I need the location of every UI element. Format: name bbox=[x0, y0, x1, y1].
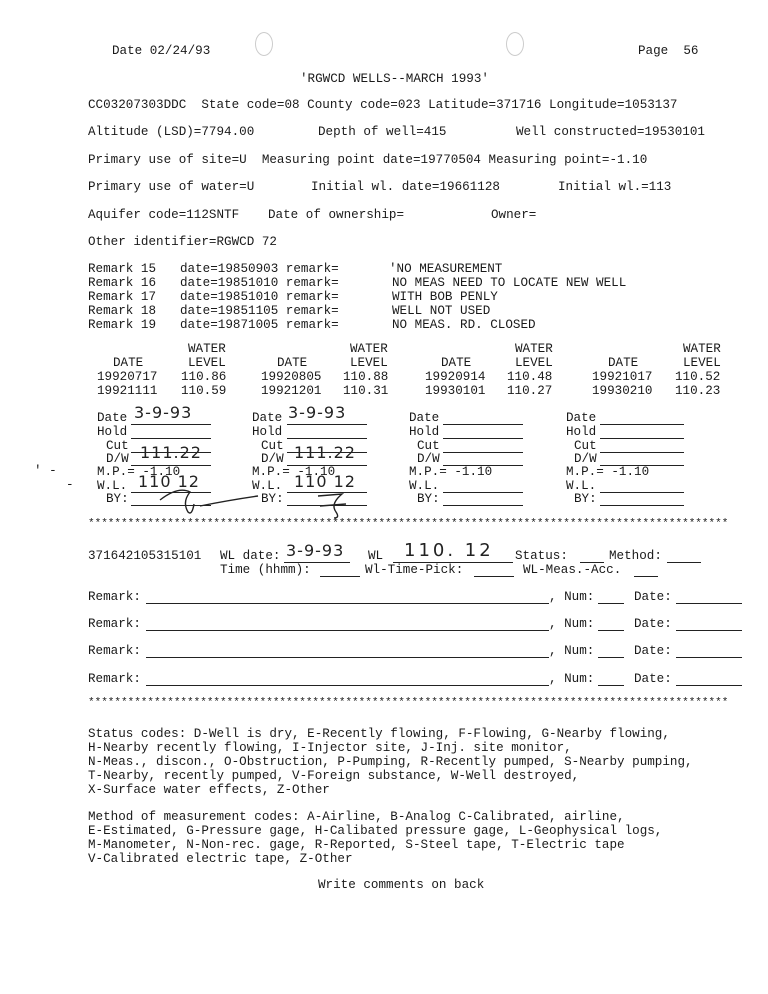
col-header-water: WATER bbox=[188, 342, 226, 356]
remark-line-field[interactable] bbox=[146, 657, 549, 658]
remark-label: Remark 16 bbox=[88, 276, 157, 290]
entry-hold-field[interactable] bbox=[131, 438, 211, 439]
entry-mp-label: M.P.= -1.10 bbox=[97, 465, 181, 479]
entry-cut-field[interactable] bbox=[443, 452, 523, 453]
margin-tick: ' - bbox=[34, 464, 57, 478]
separator-stars: ************************************************************************************************* bbox=[88, 697, 729, 709]
method-codes-line: Method of measurement codes: A-Airline, B-Analog C-Calibrated, airline, bbox=[88, 810, 625, 824]
remark-line-field[interactable] bbox=[146, 685, 549, 686]
status-codes-line: N-Meas., discon., O-Obstruction, P-Pumping, R-Recently pumped, S-Nearby pumping, bbox=[88, 755, 693, 769]
entry-wl-handwritten: 110 12 bbox=[138, 472, 200, 491]
remark-text: NO MEAS NEED TO LOCATE NEW WELL bbox=[392, 276, 627, 290]
table-cell-level: 110.59 bbox=[181, 384, 227, 398]
table-cell-level: 110.86 bbox=[181, 370, 227, 384]
entry-date-label: Date bbox=[252, 411, 283, 425]
remark-date-field[interactable] bbox=[676, 685, 742, 686]
entry-wl-field[interactable] bbox=[443, 492, 523, 493]
remark-date: date=19851010 remark= bbox=[180, 276, 339, 290]
punch-hole-mark bbox=[506, 32, 524, 56]
owner: Owner= bbox=[491, 208, 537, 222]
remark-num-field[interactable] bbox=[598, 603, 624, 604]
remark-num-field[interactable] bbox=[598, 685, 624, 686]
remark-date-label: Date: bbox=[634, 590, 672, 604]
entry-dw-label: D/W bbox=[261, 452, 284, 466]
primary-use-water: Primary use of water=U bbox=[88, 180, 255, 194]
remark-num-label: , Num: bbox=[549, 617, 595, 631]
report-date: Date 02/24/93 bbox=[112, 44, 211, 58]
table-cell-level: 110.52 bbox=[675, 370, 721, 384]
remark-label: Remark 19 bbox=[88, 318, 157, 332]
table-cell-level: 110.48 bbox=[507, 370, 553, 384]
entry-by-label: BY: bbox=[261, 492, 284, 506]
entry-wl-label: W.L. bbox=[409, 479, 440, 493]
initial-wl-date: Initial wl. date=19661128 bbox=[311, 180, 500, 194]
col-header-water: WATER bbox=[350, 342, 388, 356]
remark-date-field[interactable] bbox=[676, 630, 742, 631]
signature-initials-2 bbox=[300, 488, 380, 520]
entry-date-handwritten: 3-9-93 bbox=[288, 403, 347, 422]
remark-date-field[interactable] bbox=[676, 603, 742, 604]
col-header-date: DATE bbox=[113, 356, 144, 370]
table-cell-date: 19920805 bbox=[261, 370, 322, 384]
entry-mp-label: M.P.= -1.10 bbox=[409, 465, 493, 479]
entry-date-field[interactable] bbox=[287, 424, 367, 425]
time-field[interactable] bbox=[320, 576, 360, 577]
entry-dw-label: D/W bbox=[574, 452, 597, 466]
punch-hole-mark bbox=[255, 32, 273, 56]
remark-date: date=19871005 remark= bbox=[180, 318, 339, 332]
initial-wl: Initial wl.=113 bbox=[558, 180, 672, 194]
method-codes-line: V-Calibrated electric tape, Z-Other bbox=[88, 852, 353, 866]
entry-date-field[interactable] bbox=[443, 424, 523, 425]
entry-hold-field[interactable] bbox=[600, 438, 684, 439]
col-header-date: DATE bbox=[608, 356, 639, 370]
remark-num-field[interactable] bbox=[598, 630, 624, 631]
entry-hold-label: Hold bbox=[252, 425, 283, 439]
entry-hold-field[interactable] bbox=[287, 438, 367, 439]
table-cell-date: 19921017 bbox=[592, 370, 653, 384]
table-cell-level: 110.31 bbox=[343, 384, 389, 398]
entry-by-label: BY: bbox=[574, 492, 597, 506]
entry-hold-label: Hold bbox=[409, 425, 440, 439]
remark-label: Remark 15 bbox=[88, 262, 157, 276]
wl-label: WL bbox=[368, 549, 384, 563]
method-codes-line: E-Estimated, G-Pressure gage, H-Calibated pressure gage, L-Geophysical logs, bbox=[88, 824, 663, 838]
entry-cut-label: Cut bbox=[261, 439, 284, 453]
entry-dw-handwritten: 111.22 bbox=[140, 443, 202, 462]
remark-text: WITH BOB PENLY bbox=[392, 290, 498, 304]
remark-date: date=19850903 remark= bbox=[180, 262, 339, 276]
entry-wl-label: W.L. bbox=[252, 479, 283, 493]
remark-date-label: Date: bbox=[634, 672, 672, 686]
status-label: Status: bbox=[515, 549, 568, 563]
entry-date-handwritten: 3-9-93 bbox=[134, 403, 193, 422]
remark-date-label: Date: bbox=[634, 644, 672, 658]
acc-label: WL-Meas.-Acc. bbox=[523, 563, 622, 577]
col-header-level: LEVEL bbox=[515, 356, 553, 370]
col-header-date: DATE bbox=[277, 356, 308, 370]
remark-text: WELL NOT USED bbox=[392, 304, 491, 318]
table-cell-date: 19921201 bbox=[261, 384, 322, 398]
method-codes-line: M-Manometer, N-Non-rec. gage, R-Reported, S-Steel tape, T-Electric tape bbox=[88, 838, 625, 852]
col-header-water: WATER bbox=[515, 342, 553, 356]
wl-date-label: WL date: bbox=[220, 549, 281, 563]
remark-num-label: , Num: bbox=[549, 644, 595, 658]
entry-by-label: BY: bbox=[417, 492, 440, 506]
well-depth: Depth of well=415 bbox=[318, 125, 447, 139]
remark-line-label: Remark: bbox=[88, 672, 141, 686]
remark-line-label: Remark: bbox=[88, 590, 141, 604]
aquifer-code: Aquifer code=112SNTF bbox=[88, 208, 240, 222]
entry-by-field[interactable] bbox=[443, 505, 523, 506]
col-header-level: LEVEL bbox=[188, 356, 226, 370]
status-codes-line: T-Nearby, recently pumped, V-Foreign substance, W-Well destroyed, bbox=[88, 769, 580, 783]
altitude: Altitude (LSD)=7794.00 bbox=[88, 125, 255, 139]
entry-hold-field[interactable] bbox=[443, 438, 523, 439]
remark-num-label: , Num: bbox=[549, 590, 595, 604]
page-number: Page 56 bbox=[638, 44, 699, 58]
col-header-date: DATE bbox=[441, 356, 472, 370]
remark-date: date=19851010 remark= bbox=[180, 290, 339, 304]
entry-wl-field[interactable] bbox=[600, 492, 684, 493]
status-codes-line: H-Nearby recently flowing, I-Injector site, J-Inj. site monitor, bbox=[88, 741, 572, 755]
footer-note: Write comments on back bbox=[318, 878, 485, 892]
well-constructed: Well constructed=19530101 bbox=[516, 125, 705, 139]
remark-label: Remark 17 bbox=[88, 290, 157, 304]
entry-wl-label: W.L. bbox=[97, 479, 128, 493]
col-header-level: LEVEL bbox=[683, 356, 721, 370]
acc-field[interactable] bbox=[634, 576, 658, 577]
entry-dw-label: D/W bbox=[106, 452, 129, 466]
table-cell-level: 110.23 bbox=[675, 384, 721, 398]
entry-cut-label: Cut bbox=[417, 439, 440, 453]
method-field[interactable] bbox=[667, 562, 701, 563]
entry-date-field[interactable] bbox=[600, 424, 684, 425]
entry-cut-label: Cut bbox=[574, 439, 597, 453]
remark-date-field[interactable] bbox=[676, 657, 742, 658]
entry-dw-label: D/W bbox=[417, 452, 440, 466]
report-title: 'RGWCD WELLS--MARCH 1993' bbox=[300, 72, 489, 86]
remark-line-field[interactable] bbox=[146, 630, 549, 631]
pick-field[interactable] bbox=[474, 576, 514, 577]
entry-dw-handwritten: 111.22 bbox=[294, 443, 356, 462]
remark-num-label: , Num: bbox=[549, 672, 595, 686]
entry-by-field[interactable] bbox=[600, 505, 684, 506]
table-cell-date: 19920914 bbox=[425, 370, 486, 384]
signature-initials-1 bbox=[130, 480, 260, 520]
pick-label: Wl-Time-Pick: bbox=[365, 563, 464, 577]
table-cell-date: 19930101 bbox=[425, 384, 486, 398]
table-cell-level: 110.27 bbox=[507, 384, 553, 398]
entry-by-label: BY: bbox=[106, 492, 129, 506]
entry-hold-label: Hold bbox=[566, 425, 597, 439]
col-header-level: LEVEL bbox=[350, 356, 388, 370]
entry-wl-label: W.L. bbox=[566, 479, 597, 493]
entry-date-label: Date bbox=[566, 411, 597, 425]
time-label: Time (hhmm): bbox=[220, 563, 311, 577]
remark-label: Remark 18 bbox=[88, 304, 157, 318]
entry-date-label: Date bbox=[97, 411, 128, 425]
remark-line-field[interactable] bbox=[146, 603, 549, 604]
primary-use-site-line: Primary use of site=U Measuring point date=19770504 Measuring point=-1.10 bbox=[88, 153, 648, 167]
wl-value-handwritten: 110. 12 bbox=[404, 540, 494, 561]
col-header-water: WATER bbox=[683, 342, 721, 356]
entry-wl-handwritten: 110 12 bbox=[294, 472, 356, 491]
status-codes-line: X-Surface water effects, Z-Other bbox=[88, 783, 330, 797]
wl-date-handwritten: 3-9-93 bbox=[286, 541, 345, 560]
remark-line-label: Remark: bbox=[88, 644, 141, 658]
entry-hold-label: Hold bbox=[97, 425, 128, 439]
margin-tick: - bbox=[66, 478, 74, 492]
remark-num-field[interactable] bbox=[598, 657, 624, 658]
measurement-site-id: 371642105315101 bbox=[88, 549, 202, 563]
method-label: Method: bbox=[609, 549, 662, 563]
entry-date-field[interactable] bbox=[131, 424, 211, 425]
table-cell-date: 19921111 bbox=[97, 384, 158, 398]
remark-date: date=19851105 remark= bbox=[180, 304, 339, 318]
entry-mp-label: M.P.= -1.10 bbox=[252, 465, 336, 479]
other-identifier: Other identifier=RGWCD 72 bbox=[88, 235, 277, 249]
status-codes-line: Status codes: D-Well is dry, E-Recently flowing, F-Flowing, G-Nearby flowing, bbox=[88, 727, 670, 741]
entry-mp-label: M.P.= -1.10 bbox=[566, 465, 650, 479]
separator-stars: ************************************************************************************************* bbox=[88, 518, 729, 530]
table-cell-date: 19920717 bbox=[97, 370, 158, 384]
remark-text: NO MEAS. RD. CLOSED bbox=[392, 318, 536, 332]
remark-date-label: Date: bbox=[634, 617, 672, 631]
entry-cut-field[interactable] bbox=[600, 452, 684, 453]
remark-text: 'NO MEASUREMENT bbox=[389, 262, 503, 276]
entry-date-label: Date bbox=[409, 411, 440, 425]
table-cell-date: 19930210 bbox=[592, 384, 653, 398]
site-id-line: CC03207303DDC State code=08 County code=023 Latitude=371716 Longitude=1053137 bbox=[88, 98, 678, 112]
ownership-date: Date of ownership= bbox=[268, 208, 405, 222]
remark-line-label: Remark: bbox=[88, 617, 141, 631]
entry-cut-label: Cut bbox=[106, 439, 129, 453]
table-cell-level: 110.88 bbox=[343, 370, 389, 384]
